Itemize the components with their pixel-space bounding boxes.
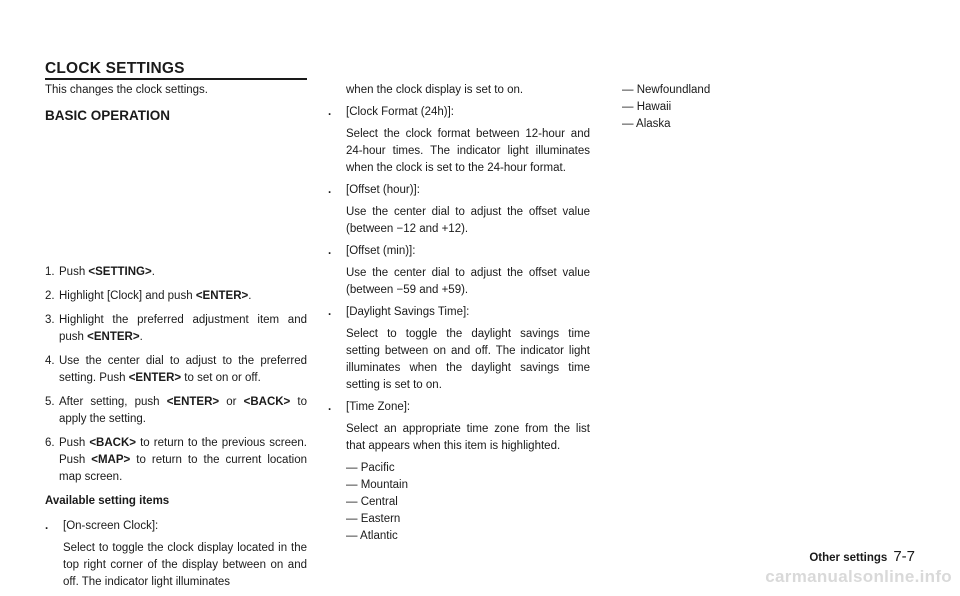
title-rule — [45, 78, 307, 80]
column-2 — [328, 82, 590, 545]
step-text — [59, 288, 307, 305]
time-zone-item: — Atlantic — [346, 530, 398, 542]
setting-item — [45, 518, 307, 596]
step-number: 5. — [45, 396, 55, 408]
step-item — [45, 288, 307, 305]
step-text-part: to set on or off. — [181, 372, 261, 384]
setting-item-name: [Clock Format (24h)]: — [346, 106, 454, 118]
watermark: carmanualsonline.info — [765, 567, 952, 586]
setting-item — [328, 104, 590, 182]
time-zone-item: — Mountain — [346, 479, 409, 491]
key-label: <MAP> — [91, 454, 131, 466]
step-text-part: . — [139, 331, 143, 343]
time-zone-list — [622, 82, 822, 133]
step-number: 3. — [45, 314, 55, 326]
step-text-part: . — [151, 266, 155, 278]
step-number: 1. — [45, 266, 55, 278]
key-label: <ENTER> — [166, 396, 220, 408]
step-text-part: to return to the previous screen. Push — [59, 437, 307, 466]
step-item — [45, 435, 307, 486]
step-item — [45, 353, 307, 387]
setting-item-name: [Daylight Savings Time]: — [346, 306, 470, 318]
setting-item — [328, 182, 590, 243]
key-label: <ENTER> — [87, 331, 140, 343]
step-text-part: Push — [59, 437, 90, 449]
step-text-part: . — [248, 290, 252, 302]
setting-item-description: Select an appropriate time zone from the list that appears when this item is highlighted. — [346, 423, 590, 452]
bullet-mark: . — [328, 106, 332, 118]
key-label: <BACK> — [243, 396, 291, 408]
footer-section-name: Other settings — [809, 552, 888, 564]
step-text-part: Push — [59, 266, 89, 278]
setting-item-description: Select the clock format between 12-hour and 24-hour times. The indicator light illuminates when the clock is set to the 24-hour format. — [346, 128, 590, 174]
setting-item — [328, 304, 590, 399]
step-text-part: to return to the current location map screen. — [59, 454, 307, 483]
bullet-mark: . — [328, 245, 332, 257]
setting-item-body — [346, 182, 590, 243]
step-item — [45, 264, 307, 281]
step-item — [45, 312, 307, 346]
step-list — [45, 264, 307, 486]
setting-item-list — [328, 104, 590, 545]
setting-item-list — [45, 518, 307, 596]
time-zone-item: — Pacific — [346, 462, 395, 474]
key-label: <SETTING> — [88, 266, 152, 278]
setting-item-name: [Offset (min)]: — [346, 245, 416, 257]
step-text — [59, 435, 307, 486]
available-items-heading: Available setting items — [45, 495, 170, 507]
step-text-part: Highlight [Clock] and push — [59, 290, 196, 302]
step-text-part: Use the center dial to adjust to the preferred setting. Push — [59, 355, 307, 384]
time-zone-item: — Hawaii — [622, 101, 672, 113]
step-number: 2. — [45, 290, 55, 302]
setting-item-body — [346, 243, 590, 304]
setting-item-body — [346, 399, 590, 545]
key-label: <ENTER> — [195, 290, 249, 302]
setting-item-description: Select to toggle the clock display located in the top right corner of the display between on and off. The indicator light illuminates — [63, 542, 307, 588]
key-label: <ENTER> — [128, 372, 182, 384]
step-text — [59, 264, 307, 281]
setting-item — [328, 399, 590, 545]
setting-item-body — [346, 104, 590, 182]
setting-item — [328, 243, 590, 304]
step-text — [59, 353, 307, 387]
step-text-part: to apply the setting. — [59, 396, 308, 425]
setting-item-name: [On-screen Clock]: — [63, 520, 159, 532]
bullet-mark: . — [45, 520, 49, 532]
column-1 — [45, 82, 307, 596]
time-zone-item: — Newfoundland — [622, 84, 711, 96]
setting-item-name: [Offset (hour)]: — [346, 184, 420, 196]
column-3 — [622, 82, 822, 133]
intro-text: This changes the clock settings. — [45, 84, 208, 96]
setting-item-description: Use the center dial to adjust the offset value (between −59 and +59). — [346, 267, 590, 296]
time-zone-item: — Central — [346, 496, 398, 508]
setting-item-description: Use the center dial to adjust the offset value (between −12 and +12). — [346, 206, 590, 235]
step-item — [45, 394, 307, 428]
step-number: 6. — [45, 437, 55, 449]
continued-text: when the clock display is set to on. — [346, 84, 524, 96]
step-text-part: Highlight the preferred adjustment item and push — [59, 314, 307, 343]
step-text — [59, 312, 307, 346]
time-zone-list — [346, 460, 590, 545]
time-zone-item: — Alaska — [622, 118, 671, 130]
setting-item-name: [Time Zone]: — [346, 401, 411, 413]
illustration-space — [45, 137, 307, 264]
step-text-part: or — [219, 396, 244, 408]
step-text — [59, 394, 307, 428]
bullet-mark: . — [328, 401, 332, 413]
bullet-mark: . — [328, 184, 332, 196]
subheading: BASIC OPERATION — [45, 108, 171, 123]
key-label: <BACK> — [89, 437, 136, 449]
setting-item-description: Select to toggle the daylight savings time setting between on and off. The indicator light illuminates when the daylight savings time setting is set to on. — [346, 328, 590, 391]
page-number: 7-7 — [893, 548, 915, 565]
time-zone-item: — Eastern — [346, 513, 401, 525]
page-footer — [809, 548, 915, 565]
setting-item-body — [346, 304, 590, 399]
section-title: CLOCK SETTINGS — [45, 60, 185, 77]
setting-item-body — [63, 518, 307, 596]
step-text-part: After setting, push — [59, 396, 167, 408]
bullet-mark: . — [328, 306, 332, 318]
step-number: 4. — [45, 355, 55, 367]
